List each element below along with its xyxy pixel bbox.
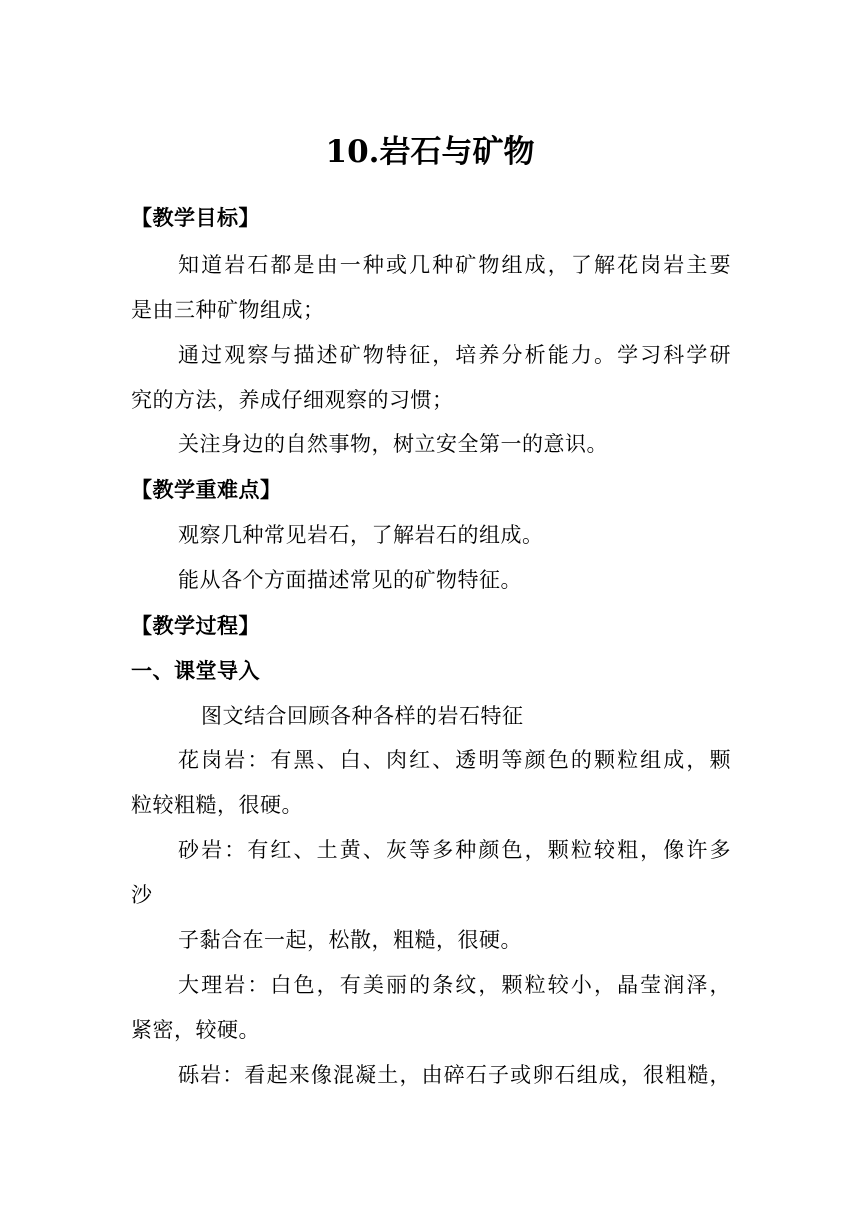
goal-paragraph-line: 通过观察与描述矿物特征，培养分析能力。学习科学研 xyxy=(178,343,731,367)
intro-line: 花岗岩：有黑、白、肉红、透明等颜色的颗粒组成，颗 xyxy=(178,748,731,772)
intro-line: 子黏合在一起，松散，粗糙，很硬。 xyxy=(178,928,522,952)
document-title: 10.岩石与矿物 xyxy=(325,134,535,170)
process-heading: 【教学过程】 xyxy=(131,614,260,638)
goal-paragraph-line: 究的方法，养成仔细观察的习惯； xyxy=(131,388,454,412)
key-points-heading: 【教学重难点】 xyxy=(131,478,282,502)
intro-line: 紧密，较硬。 xyxy=(131,1018,260,1042)
intro-line: 砂岩：有红、土黄、灰等多种颜色，颗粒较粗，像许多 xyxy=(178,838,731,862)
goal-paragraph-line: 关注身边的自然事物，树立安全第一的意识。 xyxy=(178,432,608,456)
intro-line: 大理岩：白色，有美丽的条纹，颗粒较小，晶莹润泽， xyxy=(178,973,731,997)
goal-paragraph-line: 是由三种矿物组成； xyxy=(131,298,325,322)
goals-heading: 【教学目标】 xyxy=(131,206,260,230)
key-point-line: 观察几种常见岩石，了解岩石的组成。 xyxy=(178,523,544,547)
key-point-line: 能从各个方面描述常见的矿物特征。 xyxy=(178,568,522,592)
intro-line: 沙 xyxy=(131,883,153,907)
intro-heading: 一、课堂导入 xyxy=(131,659,260,683)
intro-line: 粒较粗糙，很硬。 xyxy=(131,793,303,817)
goal-paragraph-line: 知道岩石都是由一种或几种矿物组成，了解花岗岩主要 xyxy=(178,253,731,277)
intro-line: 砾岩：看起来像混凝土，由碎石子或卵石组成，很粗糙， xyxy=(178,1063,731,1087)
intro-line: 图文结合回顾各种各样的岩石特征 xyxy=(201,704,524,728)
